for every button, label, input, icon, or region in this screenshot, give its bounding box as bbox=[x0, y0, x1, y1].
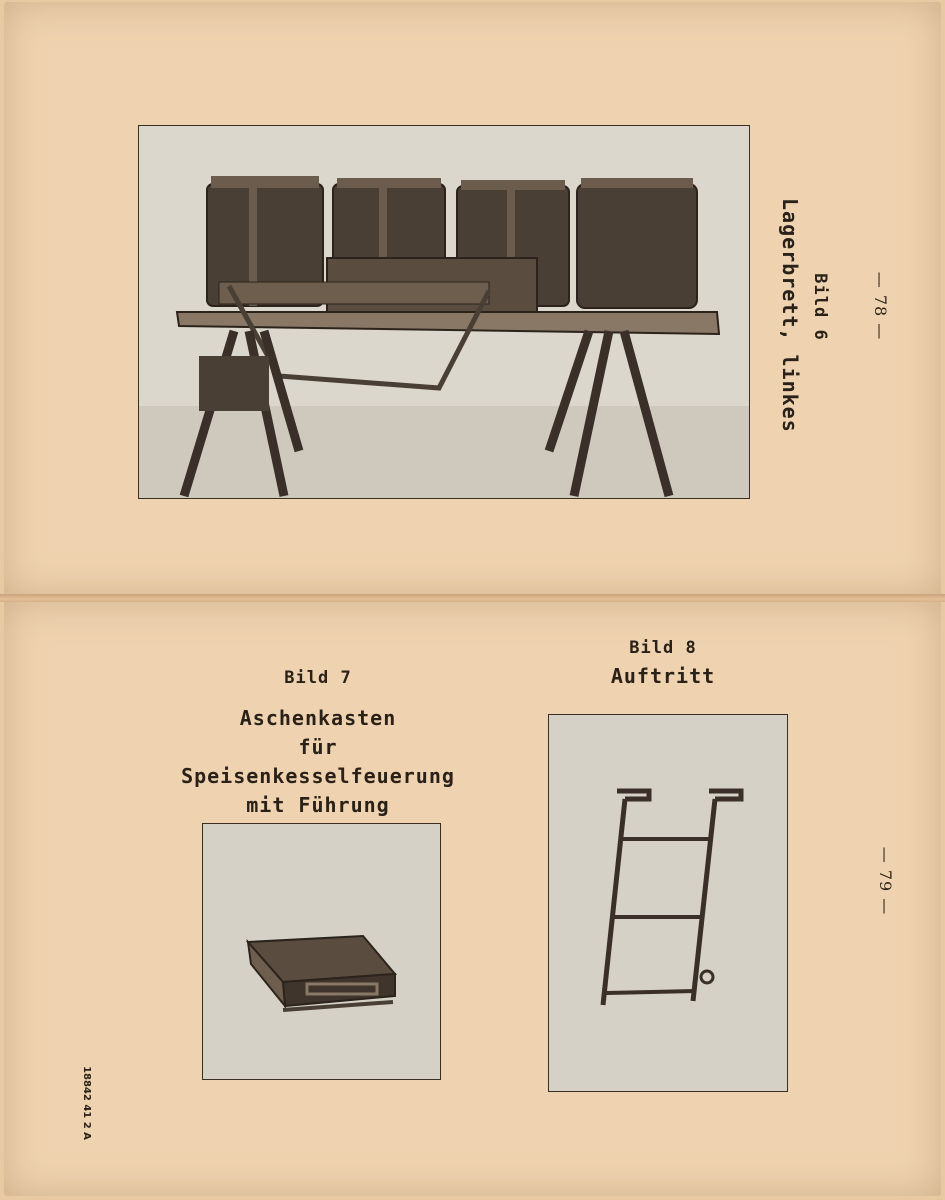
bottom-page bbox=[4, 600, 941, 1196]
figure-7-title bbox=[168, 704, 468, 820]
figure-8-photo bbox=[548, 714, 788, 1092]
figure-7-title-line-3: mit Führung bbox=[246, 793, 390, 817]
ash-box-illustration bbox=[203, 824, 440, 1079]
figure-6-title: Lagerbrett, linkes bbox=[778, 198, 802, 433]
figure-8-number: Bild 8 bbox=[629, 638, 697, 658]
bottom-page-number: — 79 — bbox=[876, 846, 895, 916]
figure-7-number: Bild 7 bbox=[284, 668, 352, 688]
figure-7-title-line-2: für Speisenkesselfeuerung bbox=[181, 735, 455, 788]
print-code: 18842 41 2 A bbox=[81, 1066, 92, 1140]
figure-6-photo bbox=[138, 125, 750, 499]
figure-6-number: Bild 6 bbox=[810, 273, 830, 341]
figure-7-title-line-1: Aschenkasten bbox=[239, 706, 397, 730]
book-spine bbox=[0, 594, 945, 602]
stove-board-illustration bbox=[139, 126, 749, 498]
top-page-number: — 78 — bbox=[871, 271, 890, 341]
step-ladder-illustration bbox=[549, 715, 787, 1091]
figure-8-title: Auftritt bbox=[610, 664, 716, 688]
figure-7-photo bbox=[202, 823, 441, 1080]
